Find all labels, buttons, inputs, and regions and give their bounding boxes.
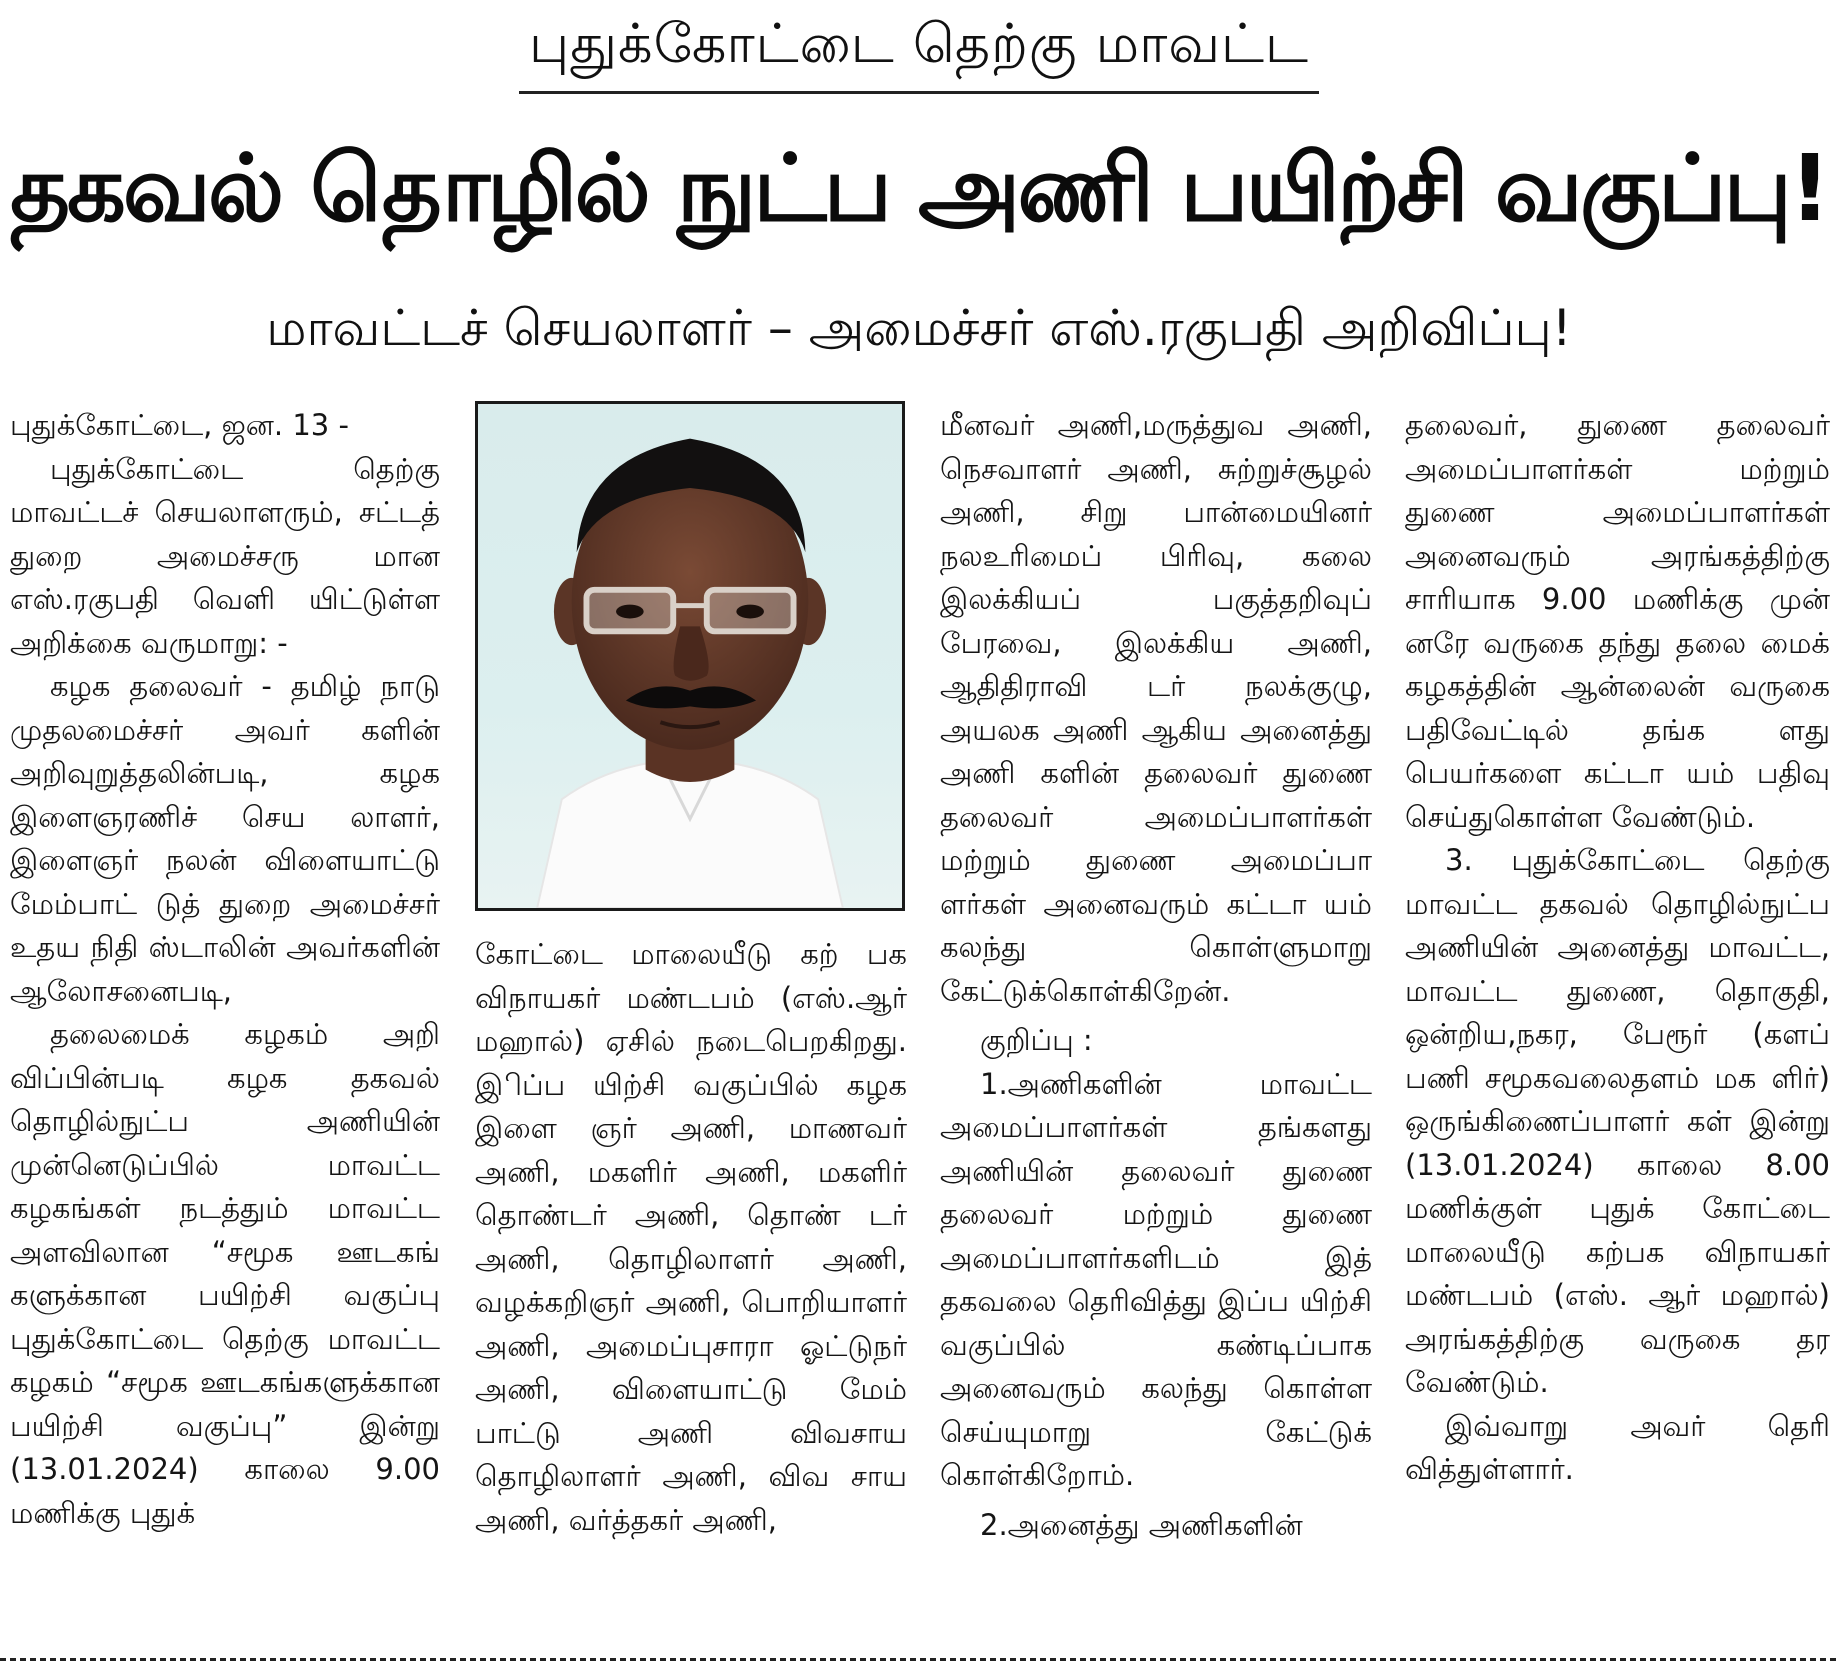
article-paragraph: கழக தலைவர் - தமிழ் நாடு முதலமைச்சர் அவர் களின் அறிவுறுத்தலின்படி, கழக இளைஞரணிச் செய லாளர், இளைஞர் நலன் விளையாட்டு மேம்பாட் டுத் துறை அமைச்சர் உதய நிதி ஸ்டாலின் அவர்களின் ஆலோசனைபடி,	[10, 669, 440, 1008]
headline: தகவல் தொழில் நுட்ப அணி பயிற்சி வகுப்பு!	[10, 135, 1828, 242]
article-column-1	[10, 404, 440, 1535]
subheadline: மாவட்டச் செயலாளர் – அமைச்சர் எஸ்.ரகுபதி அறிவிப்பு!	[266, 299, 1572, 357]
dateline: புதுக்கோட்டை, ஜன. 13 -	[10, 408, 349, 442]
kicker-wrapper	[0, 12, 1838, 94]
article-paragraph: தலைவர், துணை தலைவர் அமைப்பாளர்கள் மற்றும் துணை அமைப்பாளர்கள் அனைவரும் அரங்கத்திற்கு சாரியாக 9.00 மணிக்கு முன் னரே வருகை தந்து தலை மைக் கழகத்தின் ஆன்லைன் வருகை பதிவேட்டில் தங்க ளது பெயர்களை கட்டா யம் பதிவு செய்துகொள்ள வேண்டும்.	[1405, 408, 1830, 834]
article-paragraph: தலைமைக் கழகம் அறி விப்பின்படி கழக தகவல் தொழில்நுட்ப அணியின் முன்னெடுப்பில் மாவட்ட கழகங்கள் நடத்தும் மாவட்ட அளவிலான “சமூக ஊடகங் களுக்கான பயிற்சி வகுப்பு புதுக்கோட்டை தெற்கு மாவட்ட கழகம் “சமூக ஊடகங்களுக்கான பயிற்சி வகுப்பு” இன்று (13.01.2024) காலை 9.00 மணிக்கு புதுக்	[10, 1017, 440, 1530]
article-column-3	[940, 404, 1372, 1547]
kicker-district-label: புதுக்கோட்டை தெற்கு மாவட்ட	[519, 12, 1319, 94]
article-column-2	[475, 933, 907, 1542]
note-item-2: 2.அனைத்து அணிகளின்	[980, 1507, 1303, 1542]
article-paragraph: மீனவர் அணி,மருத்துவ அணி, நெசவாளர் அணி, சுற்றுச்சூழல் அணி, சிறு பான்மையினர் நலஉரிமைப் பிரிவு, கலை இலக்கியப் பகுத்தறிவுப் பேரவை, இலக்கிய அணி, ஆதிதிராவி டர் நலக்குழு, அயலக அணி ஆகிய அனைத்து அணி களின் தலைவர் துணை தலைவர் அமைப்பாளர்கள் மற்றும் துணை அமைப்பா ளர்கள் அனைவரும் கட்டா யம் கலந்து கொள்ளுமாறு கேட்டுக்கொள்கிறேன்.	[940, 408, 1372, 1008]
portrait-illustration	[478, 404, 902, 908]
note-item-3: 3. புதுக்கோட்டை தெற்கு மாவட்ட தகவல் தொழில்நுட்ப அணியின் அனைத்து மாவட்ட, மாவட்ட துணை, தொகுதி, ஒன்றிய,நகர, பேரூர் (களப் பணி சமூகவலைதளம் மக ளிர்) ஒருங்கிணைப்பாளர் கள் இன்று (13.01.2024) காலை 8.00 மணிக்குள் புதுக் கோட்டை மாலையீடு கற்பக விநாயகர் மண்டபம் (எஸ். ஆர் மஹால்) அரங்கத்திற்கு வருகை தர வேண்டும்.	[1405, 843, 1830, 1399]
closing-line: இவ்வாறு அவர் தெரி வித்துள்ளார்.	[1405, 1408, 1830, 1486]
note-heading: குறிப்பு :	[980, 1023, 1093, 1057]
article-column-4	[1405, 404, 1830, 1492]
note-item-1: 1.அணிகளின் மாவட்ட அமைப்பாளர்கள் தங்களது அணியின் தலைவர் துணை தலைவர் மற்றும் துணை அமைப்பாளர்களிடம் இத் தகவலை தெரிவித்து இப்ப யிற்சி வகுப்பில் கண்டிப்பாக அனைவரும் கலந்து கொள்ள செய்யுமாறு கேட்டுக் கொள்கிறோம்.	[940, 1066, 1372, 1492]
article-paragraph: புதுக்கோட்டை தெற்கு மாவட்டச் செயலாளரும், சட்டத் துறை அமைச்சரு மான எஸ்.ரகுபதி வெளி யிட்டுள்ள அறிக்கை வருமாறு: -	[10, 451, 440, 660]
article-paragraph: கோட்டை மாலையீடு கற் பக விநாயகர் மண்டபம் (எஸ்.ஆர் மஹால்) ஏசில் நடைபெறகிறது. இிப்ப யிற்சி வகுப்பில் கழக இளை ஞர் அணி, மாணவர் அணி, மகளிர் அணி, மகளிர் தொண்டர் அணி, தொண் டர் அணி, தொழிலாளர் அணி, வழக்கறிஞர் அணி, பொறியாளர் அணி, அமைப்புசாரா ஓட்டுநர் அணி, விளையாட்டு மேம் பாட்டு அணி விவசாய தொழிலாளர் அணி, விவ சாய அணி, வர்த்தகர் அணி,	[475, 937, 907, 1537]
bottom-dotted-rule	[0, 1658, 1838, 1661]
portrait-photo	[475, 401, 905, 911]
